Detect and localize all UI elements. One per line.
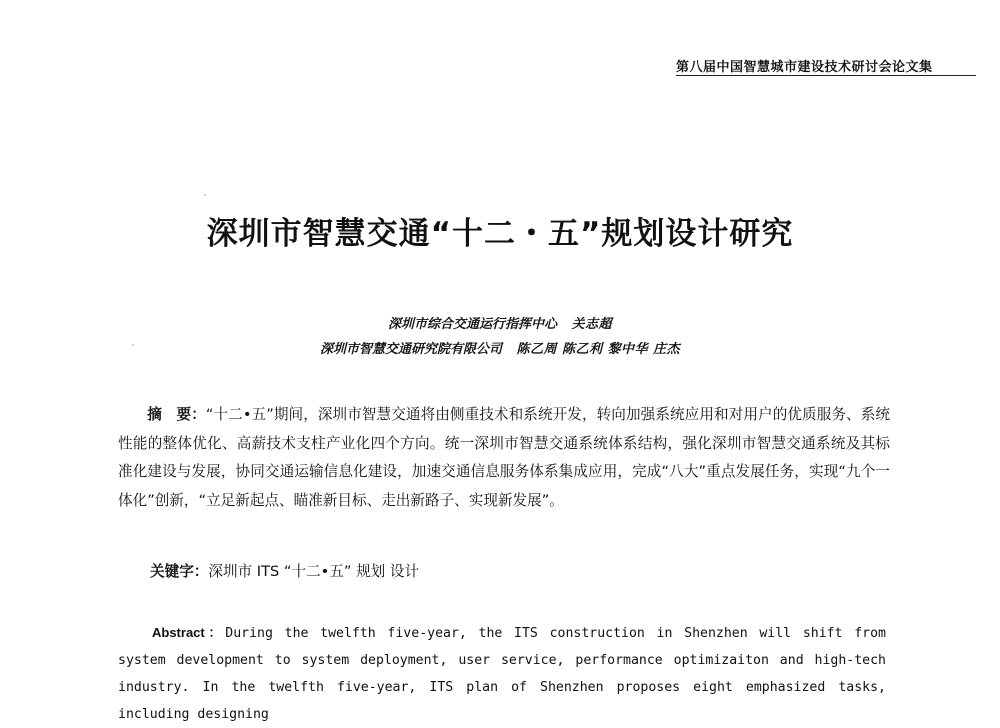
- paper-title: 深圳市智慧交通“十二・五”规划设计研究: [206, 216, 794, 252]
- scan-speck: [132, 344, 134, 346]
- abstract-english-text: During the twelfth five-year, the ITS construction in Shenzhen will shift from system development to system deployment, user service, performance optimizaiton and high-tech industry. In the twelfth five-year, ITS plan of Shenzhen proposes eight emphasized tasks, including designing: [118, 626, 886, 722]
- keywords-label: 关键字：: [150, 563, 209, 580]
- keywords: [150, 560, 419, 581]
- abstract-english-label: Abstract：: [152, 625, 226, 640]
- running-header: 第八届中国智慧城市建设技术研讨会论文集: [676, 60, 933, 75]
- abstract-chinese-text: “十二•五”期间，深圳市智慧交通将由侧重技术和系统开发，转向加强系统应用和对用户的优质服务、系统性能的整体优化、高薪技术支柱产业化四个方向。统一深圳市智慧交通系统体系结构，强化深圳市智慧交通系统及其标准化建设与发展，协同交通运输信息化建设，加速交通信息服务体系集成应用，完成“八大”重点发展任务，实现“九个一体化”创新，“立足新起点、瞄准新目标、走出新路子、实现新发展”。: [118, 406, 890, 509]
- affiliation-authors: 关志超: [571, 317, 613, 332]
- affiliation-org: 深圳市综合交通运行指挥中心: [387, 317, 557, 332]
- keywords-text: 深圳市 ITS “十二•五” 规划 设计: [208, 563, 420, 580]
- affiliation-org: 深圳市智慧交通研究院有限公司: [319, 342, 502, 357]
- abstract-chinese-label: 摘 要：: [147, 406, 206, 423]
- abstract-chinese: [118, 401, 890, 515]
- affiliation-line-1: [0, 313, 1000, 332]
- affiliation-line-2: [0, 338, 1000, 357]
- scan-speck: [204, 194, 206, 196]
- header-rule: [676, 75, 976, 76]
- abstract-english: [118, 619, 886, 728]
- affiliation-authors: 陈乙周 陈乙利 黎中华 庄杰: [516, 342, 681, 357]
